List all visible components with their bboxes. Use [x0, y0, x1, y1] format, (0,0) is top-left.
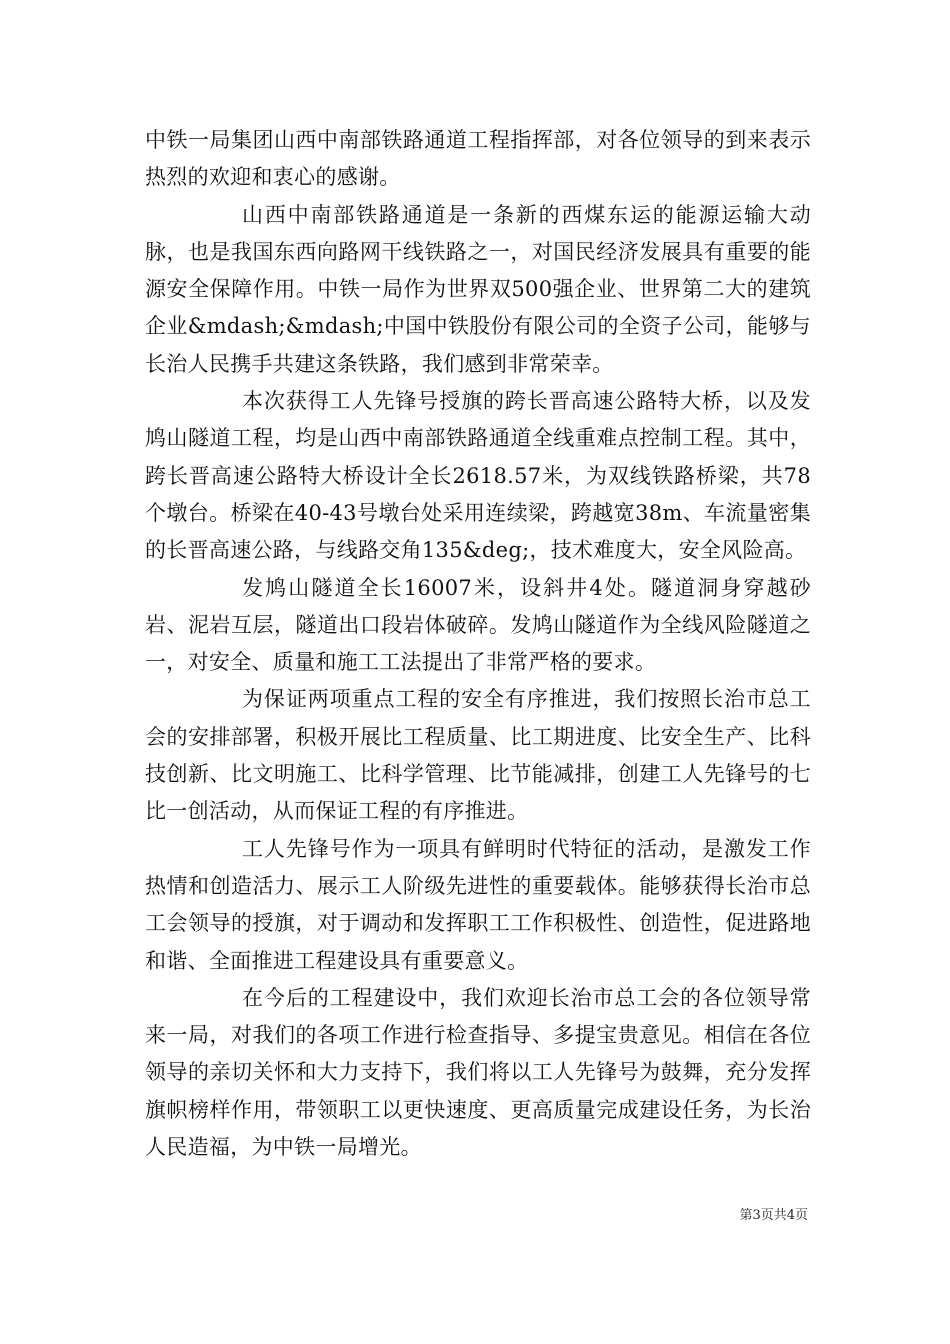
- paragraph-railway-corridor: 山西中南部铁路通道是一条新的西煤东运的能源运输大动脉，也是我国东西向路网干线铁路之一，对国民经济发展具有重要的能源安全保障作用。中铁一局作为世界双500强企业、世界第二大的建筑企业&mdash;&mdash;中国中铁股份有限公司的全资子公司，能够与长治人民携手共建这条铁路，我们感到非常荣幸。: [145, 202, 811, 376]
- paragraph-pioneer-significance: 工人先锋号作为一项具有鲜明时代特征的活动，是激发工作热情和创造活力、展示工人阶级先进性的重要载体。能够获得长治市总工会领导的授旗，对于调动和发挥职工工作积极性、创造性，促进路地和谐、全面推进工程建设具有重要意义。: [145, 836, 811, 973]
- paragraph-tunnel-project: 发鸠山隧道全长16007米，设斜井4处。隧道洞身穿越砂岩、泥岩互层，隧道出口段岩体破碎。发鸠山隧道作为全线风险隧道之一，对安全、质量和施工工法提出了非常严格的要求。: [145, 575, 811, 675]
- paragraph-continuation: 中铁一局集团山西中南部铁路通道工程指挥部，对各位领导的到来表示热烈的欢迎和衷心的感谢。: [145, 128, 811, 190]
- paragraph-bridge-project: 本次获得工人先锋号授旗的跨长晋高速公路特大桥，以及发鸠山隧道工程，均是山西中南部铁路通道全线重难点控制工程。其中，跨长晋高速公路特大桥设计全长2618.57米，为双线铁路桥梁，共78个墩台。桥梁在40-43号墩台处采用连续梁，跨越宽38m、车流量密集的长晋高速公路，与线路交角135&deg;，技术难度大，安全风险高。: [145, 389, 811, 563]
- page-number: 第3页共4页: [739, 1208, 808, 1223]
- paragraph-closing: 在今后的工程建设中，我们欢迎长治市总工会的各位领导常来一局，对我们的各项工作进行检查指导、多提宝贵意见。相信在各位领导的亲切关怀和大力支持下，我们将以工人先锋号为鼓舞，充分发挥旗帜榜样作用，带领职工以更快速度、更高质量完成建设任务，为长治人民造福，为中铁一局增光。: [145, 985, 811, 1160]
- document-body: [145, 122, 811, 1166]
- paragraph-safety-measures: 为保证两项重点工程的安全有序推进，我们按照长治市总工会的安排部署，积极开展比工程质量、比工期进度、比安全生产、比科技创新、比文明施工、比科学管理、比节能减排，创建工人先锋号的七比一创活动，从而保证工程的有序推进。: [145, 687, 811, 824]
